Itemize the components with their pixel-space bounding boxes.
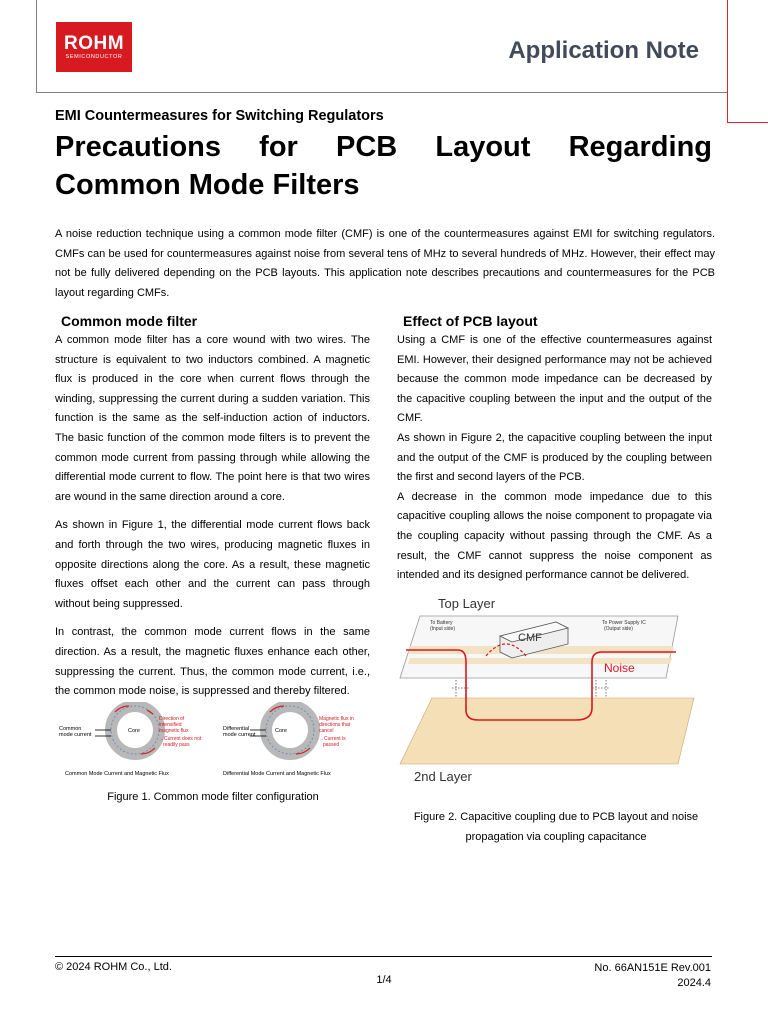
fig1-left-input-label-1: Common — [59, 726, 82, 732]
logo-sub-text: SEMICONDUCTOR — [65, 54, 123, 60]
fig1-left-input-label-2: mode current — [59, 732, 92, 738]
figure-2-caption-line-2: propagation via coupling capacitance — [465, 830, 647, 843]
document-title — [55, 128, 712, 204]
fig2-noise-label: Noise — [604, 661, 635, 675]
title-line-2: Common Mode Filters — [55, 169, 360, 201]
section-heading-pcb-layout: Effect of PCB layout — [403, 313, 538, 329]
left-paragraph-2: As shown in Figure 1, the differential mode current flows back and forth through the two wires, producing magnetic fluxes in opposite directions along the core. As a result, these magnetic fluxes offset each other and the current can pass through without being suppressed. — [55, 519, 370, 610]
footer-date: 2024.4 — [677, 977, 711, 989]
footer-divider — [55, 956, 712, 957]
doc-type-label: Application Note — [508, 37, 699, 64]
right-paragraph-2: As shown in Figure 2, the capacitive coupling between the input and the output of the CMF is produced by the coupling between the first and second layers of the PCB. — [397, 431, 712, 484]
title-line-1: Precautions for PCB Layout Regarding — [55, 131, 712, 163]
rohm-logo — [56, 22, 132, 72]
fig2-right-label-2: (Output side) — [604, 626, 633, 632]
fig1-right-core-label: Core — [275, 728, 287, 734]
figure-2-diagram — [396, 592, 696, 790]
right-paragraph-3: A decrease in the common mode impedance due to this capacitive coupling allows the noise component to propagate via the coupling capacity without passing through the CMF. As a result, the CMF cannot suppress the noise component as intended and its designed performance cannot be delivered. — [397, 490, 712, 582]
left-paragraph-1: A common mode filter has a core wound with two wires. The structure is equivalent to two inductors combined. A magnetic flux is produced in the core when current flows through the winding, suppressing the current during a sudden variation. This function is the same as the self-induction action of inductors. The basic function of the common mode filters is to prevent the common mode current from passing through while allowing the differential mode current to flow. The point here is that two wires are wound in the same direction around a core. — [55, 334, 370, 503]
fig1-left-note-3: magnetic flux — [159, 728, 189, 734]
fig2-top-layer-label: Top Layer — [438, 596, 496, 611]
footer-doc-number: No. 66AN151E Rev.001 — [594, 962, 711, 974]
fig1-right-note-3: cancel — [319, 728, 334, 734]
header-frame-bottom — [36, 92, 728, 93]
header-accent-vertical — [727, 0, 728, 122]
common-mode-toroid — [95, 706, 159, 754]
fig1-right-input-label-2: mode current — [223, 732, 256, 738]
left-paragraph-3: In contrast, the common mode current flows in the same direction. As a result, the magnetic fluxes enhance each other, suppressing the current. Thus, the common mode current, i.e., the common mode noise, is suppressed and thereby filtered. — [55, 626, 370, 698]
fig1-left-note-1: Direction of — [159, 716, 185, 722]
fig1-right-input-label-1: Differential — [223, 726, 250, 732]
logo-main-text: ROHM — [63, 33, 125, 54]
fig2-left-label-2: (Input side) — [430, 626, 456, 632]
figure-1-caption: Figure 1. Common mode filter configuration — [107, 791, 319, 803]
right-column — [397, 331, 712, 586]
figure-1-diagram — [55, 702, 371, 780]
fig1-right-caption: Differential Mode Current and Magnetic Flux — [223, 771, 331, 777]
left-column — [55, 331, 370, 711]
fig1-right-note-5: passed — [323, 742, 340, 748]
fig2-cmf-label: CMF — [518, 632, 542, 644]
header-accent-horizontal — [727, 122, 768, 123]
fig1-left-core-label: Core — [128, 728, 140, 734]
section-heading-common-mode-filter: Common mode filter — [61, 313, 198, 329]
fig1-left-caption: Common Mode Current and Magnetic Flux — [65, 771, 169, 777]
fig1-left-note-4: →Current does not — [159, 736, 202, 742]
footer-page-number: 1/4 — [376, 974, 392, 986]
fig1-left-note-5: readily pass — [163, 742, 190, 748]
fig2-right-label-1: To Power Supply IC — [602, 620, 646, 626]
fig2-left-label-1: To Battery — [430, 620, 453, 626]
right-paragraph-1: Using a CMF is one of the effective countermeasures against EMI. However, their designed performance may not be achieved because the common mode impedance can be decreased by the capacitive coupling between the input and the output of the CMF. — [397, 334, 712, 425]
figure-2-caption-line-1: Figure 2. Capacitive coupling due to PCB layout and noise — [413, 811, 699, 823]
fig2-second-layer-label: 2nd Layer — [414, 769, 472, 784]
figure-2-caption — [396, 808, 716, 847]
fig1-right-note-1: Magnetic flux in — [319, 716, 354, 722]
fig1-right-note-2: directions that — [319, 722, 351, 728]
fig2-coupling-lines — [452, 680, 610, 697]
fig1-right-note-4: →Current is — [319, 736, 346, 742]
fig2-second-layer-board — [400, 698, 694, 764]
intro-paragraph: A noise reduction technique using a common mode filter (CMF) is one of the countermeasures against EMI for switching regulators. CMFs can be used for countermeasures against noise from several tens of MHz to several hundreds of MHz. However, their effect may not be fully delivered depending on the PCB layouts. This application note describes precautions and countermeasures for the PCB layout regarding CMFs. — [55, 228, 715, 299]
fig1-left-note-2: intensified — [159, 722, 182, 728]
document-subtitle: EMI Countermeasures for Switching Regulators — [55, 108, 384, 124]
header-frame-left — [36, 0, 37, 93]
footer-copyright: © 2024 ROHM Co., Ltd. — [55, 961, 172, 973]
